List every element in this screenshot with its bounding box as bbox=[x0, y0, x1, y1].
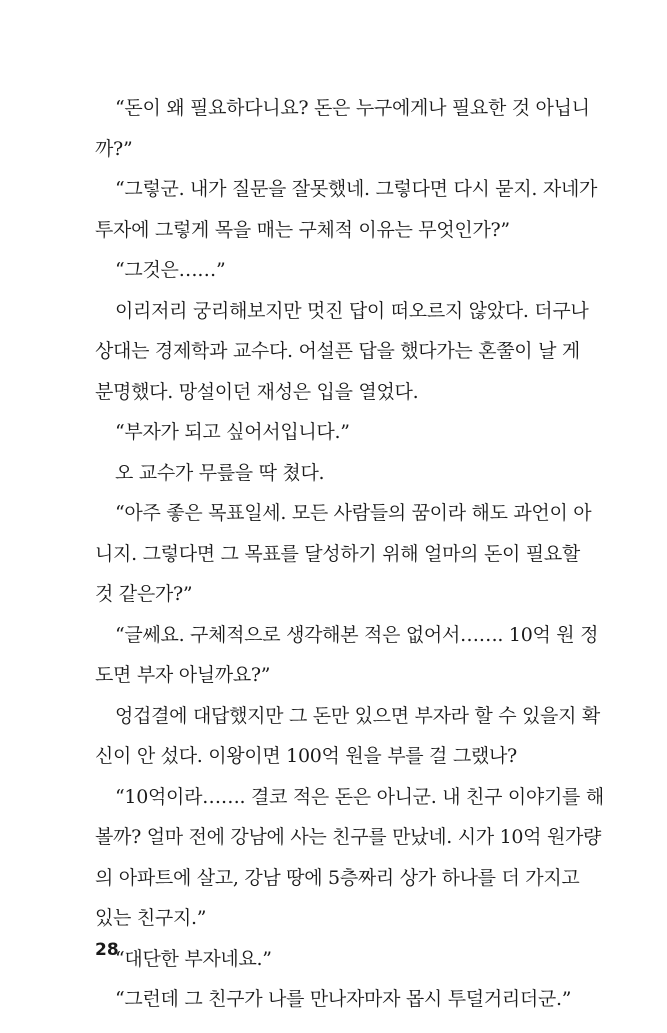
paragraph bbox=[95, 453, 575, 494]
text-line: “그렇군. 내가 질문을 잘못했네. 그렇다면 다시 묻지. 자네가 bbox=[115, 178, 598, 200]
paragraph bbox=[95, 412, 575, 453]
text-line: 것 같은가?” bbox=[95, 583, 193, 605]
text-line: “글쎄요. 구체적으로 생각해본 적은 없어서……. 10억 원 정 bbox=[115, 623, 599, 646]
text-line: “돈이 왜 필요하다니요? 돈은 누구에게나 필요한 것 아닙니 bbox=[115, 97, 590, 119]
text-line: 엉겁결에 대답했지만 그 돈만 있으면 부자라 할 수 있을지 확 bbox=[115, 704, 600, 727]
text-line: 상대는 경제학과 교수다. 어설픈 답을 했다가는 혼쭐이 날 게 bbox=[95, 340, 580, 362]
paragraph bbox=[95, 696, 600, 777]
body-text bbox=[95, 88, 604, 1020]
text-line: 볼까? 얼마 전에 강남에 사는 친구를 만났네. 시가 10억 원가량 bbox=[95, 826, 602, 848]
paragraph bbox=[95, 615, 599, 696]
text-line: 도면 부자 아닐까요?” bbox=[95, 664, 271, 686]
text-line: 오 교수가 무릎을 딱 쳤다. bbox=[115, 461, 325, 484]
text-line: “그것은……” bbox=[115, 259, 226, 281]
text-line: 분명했다. 망설이던 재성은 입을 열었다. bbox=[95, 380, 419, 403]
text-line: 투자에 그렇게 목을 매는 구체적 이유는 무엇인가?” bbox=[95, 218, 510, 241]
paragraph bbox=[95, 493, 592, 615]
text-line: 까?” bbox=[95, 137, 133, 160]
text-line: 의 아파트에 살고, 강남 땅에 5층짜리 상가 하나를 더 가지고 bbox=[95, 866, 580, 889]
text-line: 니지. 그렇다면 그 목표를 달성하기 위해 얼마의 돈이 필요할 bbox=[95, 542, 580, 565]
page-number: 28 bbox=[95, 940, 119, 960]
text-line: 이리저리 궁리해보지만 멋진 답이 떠오르지 않았다. 더구나 bbox=[115, 299, 589, 322]
paragraph bbox=[95, 979, 575, 1020]
text-line: 있는 친구지.” bbox=[95, 907, 207, 929]
paragraph bbox=[95, 88, 590, 169]
paragraph bbox=[95, 250, 575, 291]
text-line: “10억이라……. 결코 적은 돈은 아니군. 내 친구 이야기를 해 bbox=[115, 785, 604, 808]
text-line: “그런데 그 친구가 나를 만나자마자 몹시 투덜거리더군.” bbox=[115, 988, 572, 1010]
paragraph bbox=[95, 169, 598, 250]
text-line: “부자가 되고 싶어서입니다.” bbox=[115, 421, 350, 443]
text-line: 신이 안 섰다. 이왕이면 100억 원을 부를 걸 그랬나? bbox=[95, 745, 517, 767]
paragraph bbox=[95, 939, 575, 980]
text-line: “대단한 부자네요.” bbox=[115, 947, 272, 970]
paragraph bbox=[95, 777, 604, 939]
text-line: “아주 좋은 목표일세. 모든 사람들의 꿈이라 해도 과언이 아 bbox=[115, 502, 592, 524]
paragraph bbox=[95, 291, 589, 413]
